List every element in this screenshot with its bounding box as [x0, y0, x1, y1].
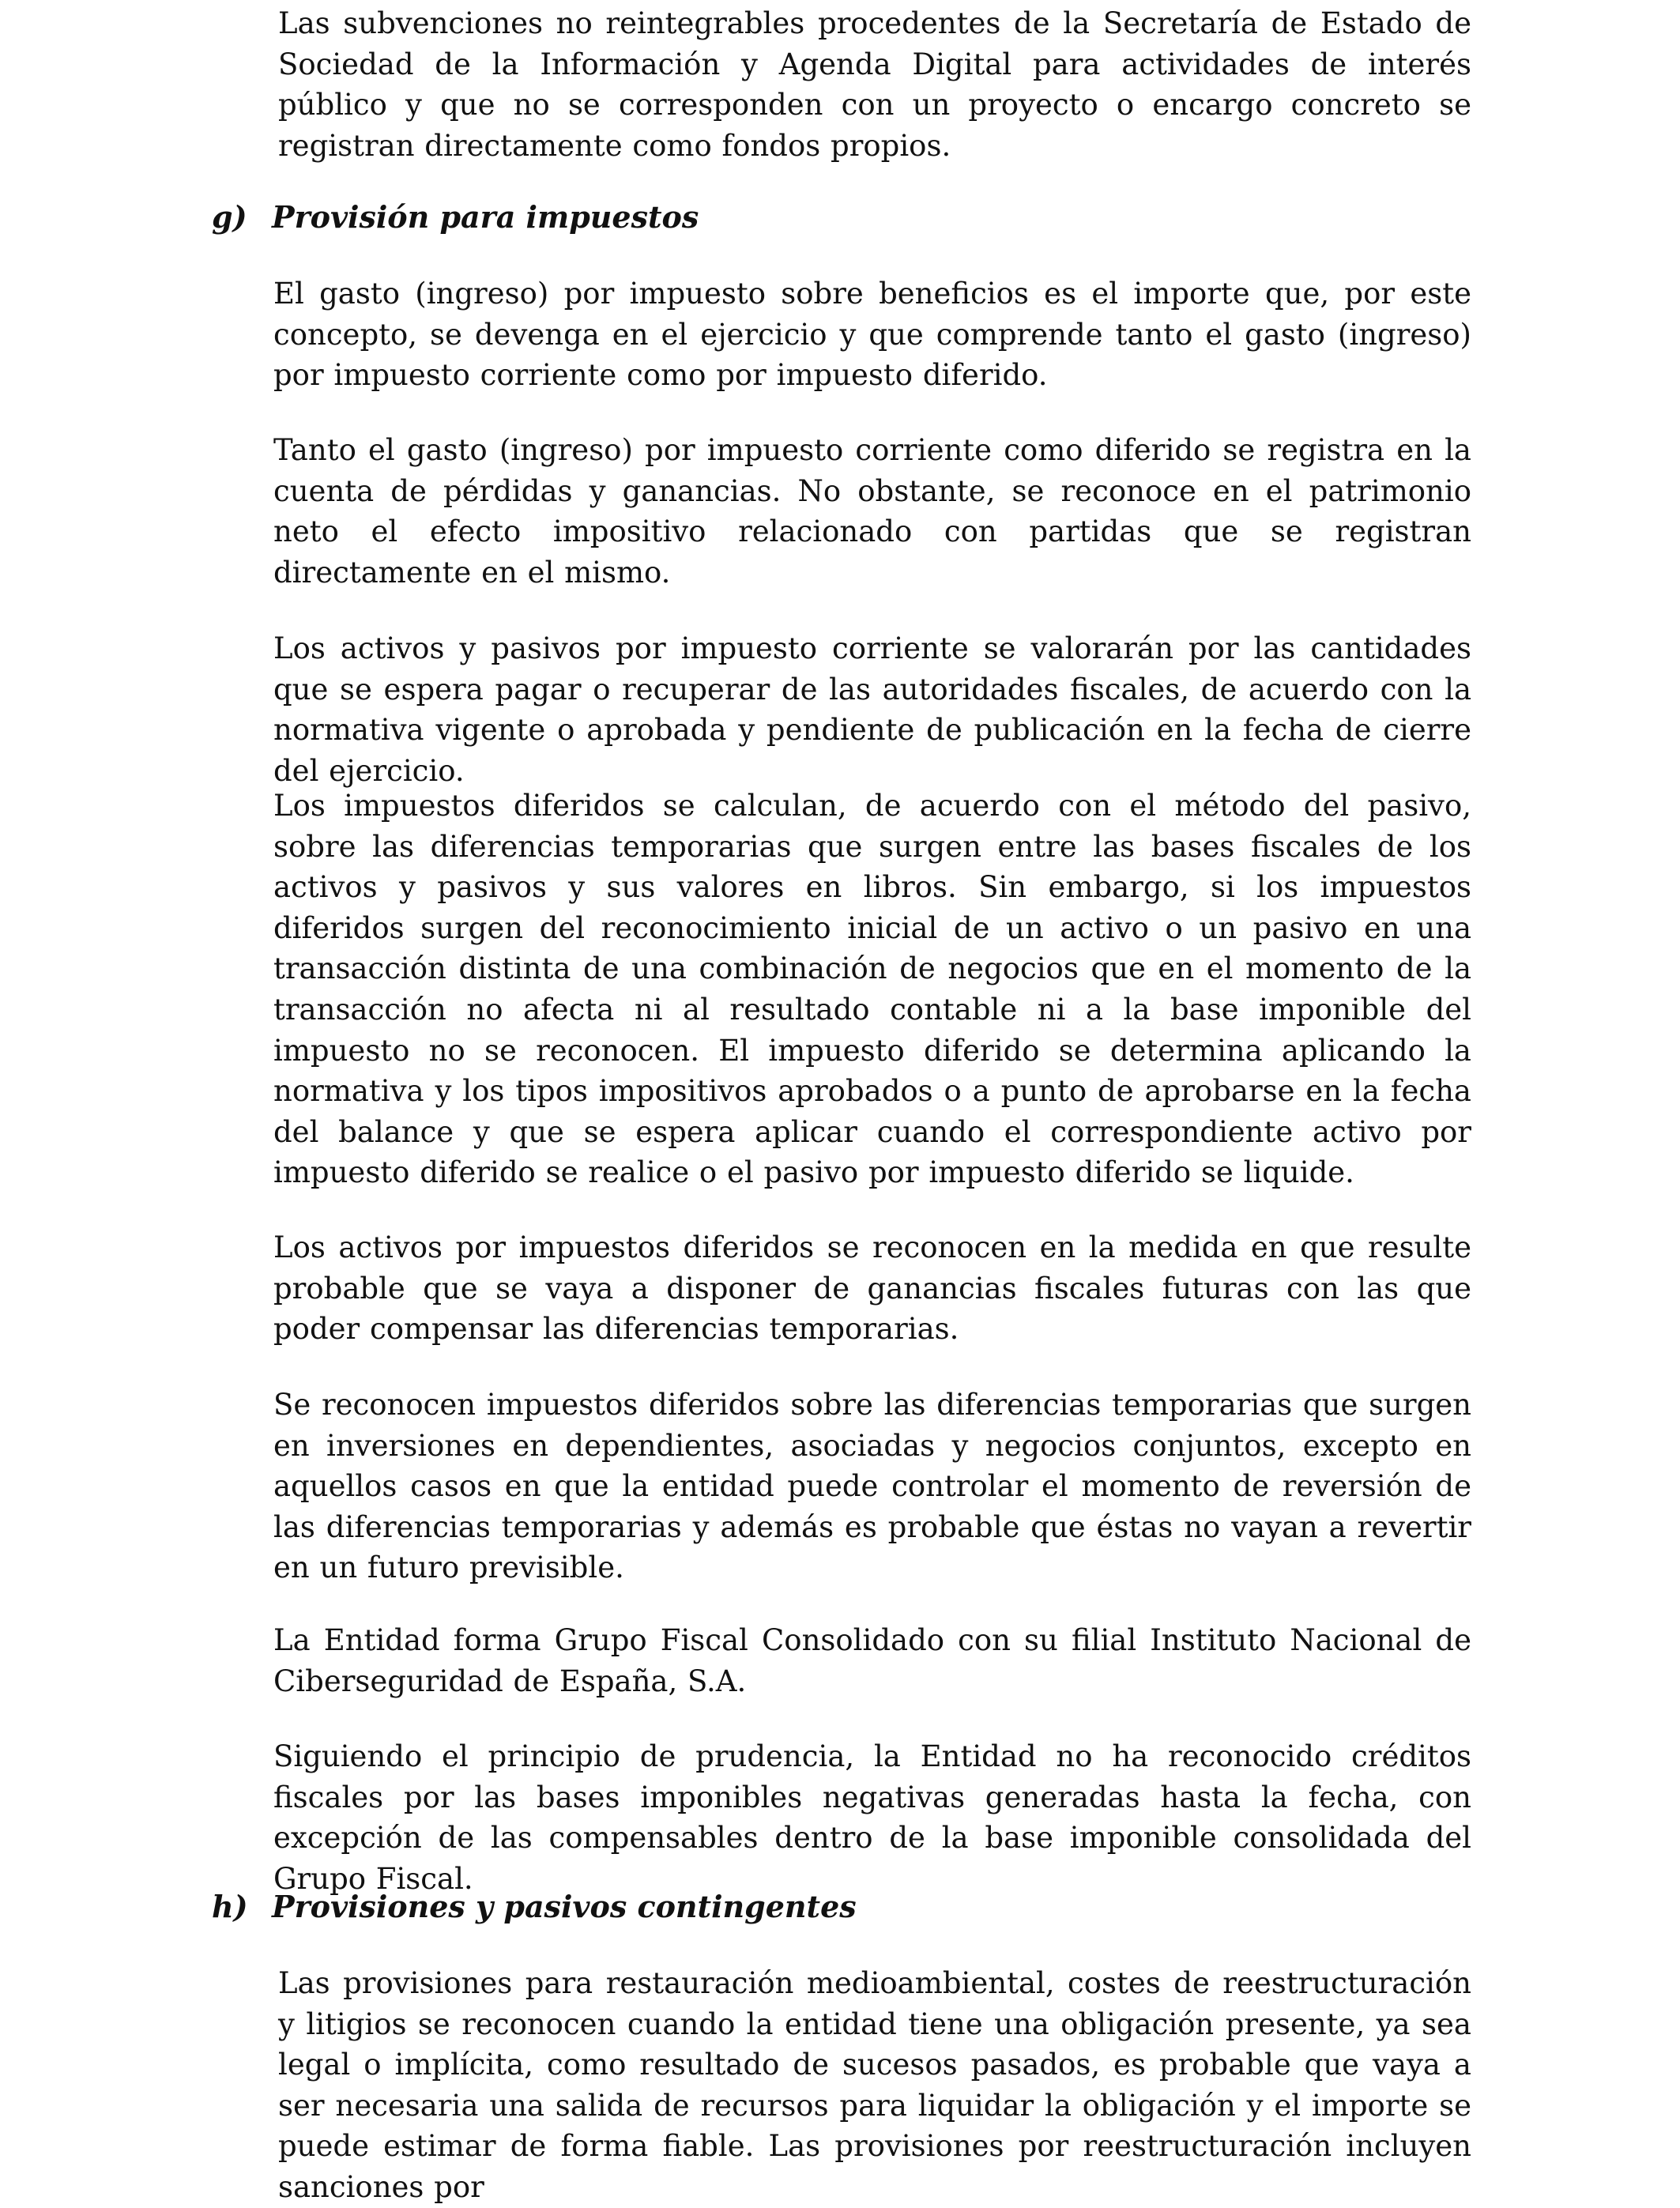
paragraph-provisiones: Las provisiones para restauración medioambiental, costes de reestructuración y litigios se reconocen cuando la entidad tiene una obligación presente, ya sea legal o implícita, como resultado de sucesos pasados, es probable que vaya a ser necesaria una salida de recursos para liquidar la obligación y el importe se puede estimar de forma fiable. Las provisiones por reestructuración incluyen sanciones por	[278, 1966, 1471, 2204]
section-heading-g	[212, 197, 699, 238]
paragraph-inversiones-dependientes: Se reconocen impuestos diferidos sobre las diferencias temporarias que surgen en inversiones en dependientes, asociadas y negocios conjuntos, excepto en aquellos casos en que la entidad puede controlar el momento de reversión de las diferencias temporarias y además es probable que éstas no vayan a revertir en un futuro previsible.	[273, 1388, 1471, 1585]
paragraph-subvenciones: Las subvenciones no reintegrables procedentes de la Secretaría de Estado de Sociedad de la Información y Agenda Digital para actividades de interés público y que no se corresponden con un proyecto o encargo concreto se registran directamente como fondos propios.	[278, 6, 1471, 163]
section-heading-h	[212, 1886, 857, 1927]
paragraph-gasto-impuesto: El gasto (ingreso) por impuesto sobre beneficios es el importe que, por este concepto, se devenga en el ejercicio y que comprende tanto el gasto (ingreso) por impuesto corriente como por impuesto diferido.	[273, 277, 1471, 393]
paragraph-activos-pasivos-corriente: Los activos y pasivos por impuesto corriente se valorarán por las cantidades que se espera pagar o recuperar de las autoridades fiscales, de acuerdo con la normativa vigente o aprobada y pendiente de publicación en la fecha de cierre del ejercicio.	[273, 631, 1471, 788]
paragraph-impuestos-diferidos: Los impuestos diferidos se calculan, de acuerdo con el método del pasivo, sobre las diferencias temporarias que surgen entre las bases fiscales de los activos y pasivos y sus valores en libros. Sin embargo, si los impuestos diferidos surgen del reconocimiento inicial de un activo o un pasivo en una transacción distinta de una combinación de negocios que en el momento de la transacción no afecta ni al resultado contable ni a la base imponible del impuesto no se reconocen. El impuesto diferido se determina aplicando la normativa y los tipos impositivos aprobados o a punto de aprobarse en la fecha del balance y que se espera aplicar cuando el correspondiente activo por impuesto diferido se realice o el pasivo por impuesto diferido se liquide.	[273, 789, 1471, 1190]
paragraph-grupo-fiscal: La Entidad forma Grupo Fiscal Consolidado con su filial Instituto Nacional de Ciberseguridad de España, S.A.	[273, 1623, 1471, 1698]
section-letter-g: g)	[212, 199, 247, 235]
paragraph-activos-diferidos: Los activos por impuestos diferidos se reconocen en la medida en que resulte probable que se vaya a disponer de ganancias fiscales futuras con las que poder compensar las diferencias temporarias.	[273, 1230, 1471, 1347]
section-title-g: Provisión para impuestos	[272, 199, 699, 235]
section-letter-h: h)	[212, 1889, 248, 1924]
paragraph-registro-gasto: Tanto el gasto (ingreso) por impuesto corriente como diferido se registra en la cuenta de pérdidas y ganancias. No obstante, se reconoce en el patrimonio neto el efecto impositivo relacionado con partidas que se registran directamente en el mismo.	[273, 433, 1471, 590]
section-title-h: Provisiones y pasivos contingentes	[272, 1889, 857, 1924]
paragraph-principio-prudencia: Siguiendo el principio de prudencia, la Entidad no ha reconocido créditos fiscales por las bases imponibles negativas generadas hasta la fecha, con excepción de las compensables dentro de la base imponible consolidada del Grupo Fiscal.	[273, 1739, 1471, 1896]
